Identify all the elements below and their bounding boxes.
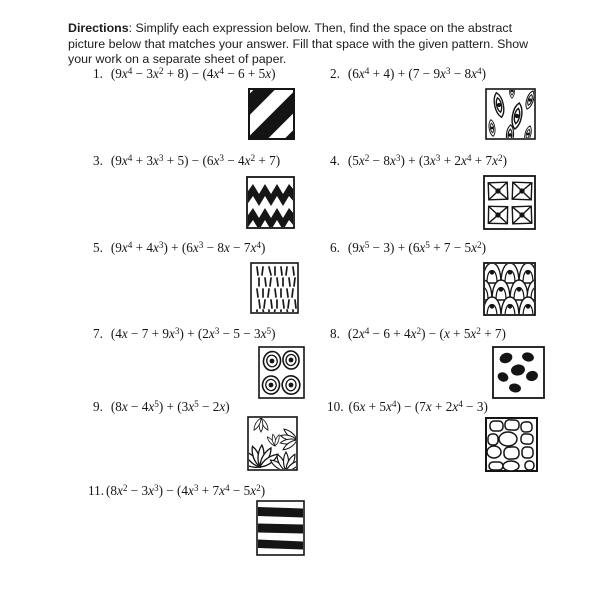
problem-number: 8. [330,326,340,341]
problem-8 [330,326,506,342]
diagonal-stripes-image [248,88,295,140]
problem-number: 6. [330,240,340,255]
problem-expression: $(4x - 7 + 9x^3) + (2x^3 - 5 - 3x^5)$ [110,325,276,341]
fan-petals-image [247,416,298,471]
problem-expression: $(5x^2 - 8x^3) + (3x^3 + 2x^4 + 7x^2)$ [347,152,508,168]
directions [68,21,542,67]
pattern-swatch-zigzag-bands [246,176,295,229]
problem-number: 3. [93,153,103,168]
cobblestones-image [485,417,538,472]
problem-number: 2. [330,66,340,81]
problem-number: 4. [330,153,340,168]
problem-7 [93,326,276,342]
pattern-swatch-fan-petals [247,416,298,471]
pattern-swatch-horizontal-stripes [256,500,305,556]
pattern-swatch-eye-drops [485,88,536,140]
problem-number: 1. [93,66,103,81]
problem-expression: $(6x^4 + 4) + (7 - 9x^3 - 8x^4)$ [347,65,487,81]
problem-number: 5. [93,240,103,255]
concentric-circles-image [258,346,305,399]
problem-number: 11. [88,483,104,498]
zigzag-bands-image [246,176,295,229]
problem-expression: $(9x^4 - 3x^2 + 8) - (4x^4 - 6 + 5x)$ [110,65,276,81]
problem-1 [93,66,276,82]
problem-expression: $(9x^4 + 3x^3 + 5) - (6x^3 - 4x^2 + 7)$ [110,152,281,168]
problem-expression: $(6x + 5x^4) - (7x + 2x^4 - 3)$ [348,398,488,414]
problem-expression: $(8x^2 - 3x^3) - (4x^3 + 7x^4 - 5x^2)$ [106,482,266,498]
problem-9 [93,399,230,415]
black-blobs-image [492,346,545,399]
pattern-swatch-diagonal-stripes [248,88,295,140]
problem-11 [88,483,265,499]
arch-scales-image [483,262,536,316]
problem-2 [330,66,486,82]
directions-label: Directions [68,21,129,36]
problem-expression: $(8x - 4x^5) + (3x^5 - 2x)$ [110,398,230,414]
pattern-swatch-arch-scales [483,262,536,316]
pattern-swatch-black-blobs [492,346,545,399]
problem-number: 7. [93,326,103,341]
eye-drops-image [485,88,536,140]
pattern-swatch-dash-rows [250,262,299,314]
problem-number: 10. [327,399,344,414]
horizontal-stripes-image [256,500,305,556]
dash-rows-image [250,262,299,314]
problem-expression: $(9x^5 - 3) + (6x^5 + 7 - 5x^2)$ [347,239,487,255]
problem-10 [327,399,488,415]
problem-4 [330,153,507,169]
problem-number: 9. [93,399,103,414]
x-squares-image [483,175,536,230]
problem-expression: $(9x^4 + 4x^3) + (6x^3 - 8x - 7x^4)$ [110,239,266,255]
pattern-swatch-x-squares [483,175,536,230]
problem-3 [93,153,280,169]
problem-expression: $(2x^4 - 6 + 4x^2) - (x + 5x^2 + 7)$ [347,325,506,341]
pattern-swatch-cobblestones [485,417,538,472]
directions-text: : Simplify each expression below. Then, find the space on the abstract picture below that matches your answer. Fill that space with the given pattern. Show your work on a separate sheet of paper. [68,21,529,66]
problem-5 [93,240,265,256]
pattern-swatch-concentric-circles [258,346,305,399]
problem-6 [330,240,486,256]
